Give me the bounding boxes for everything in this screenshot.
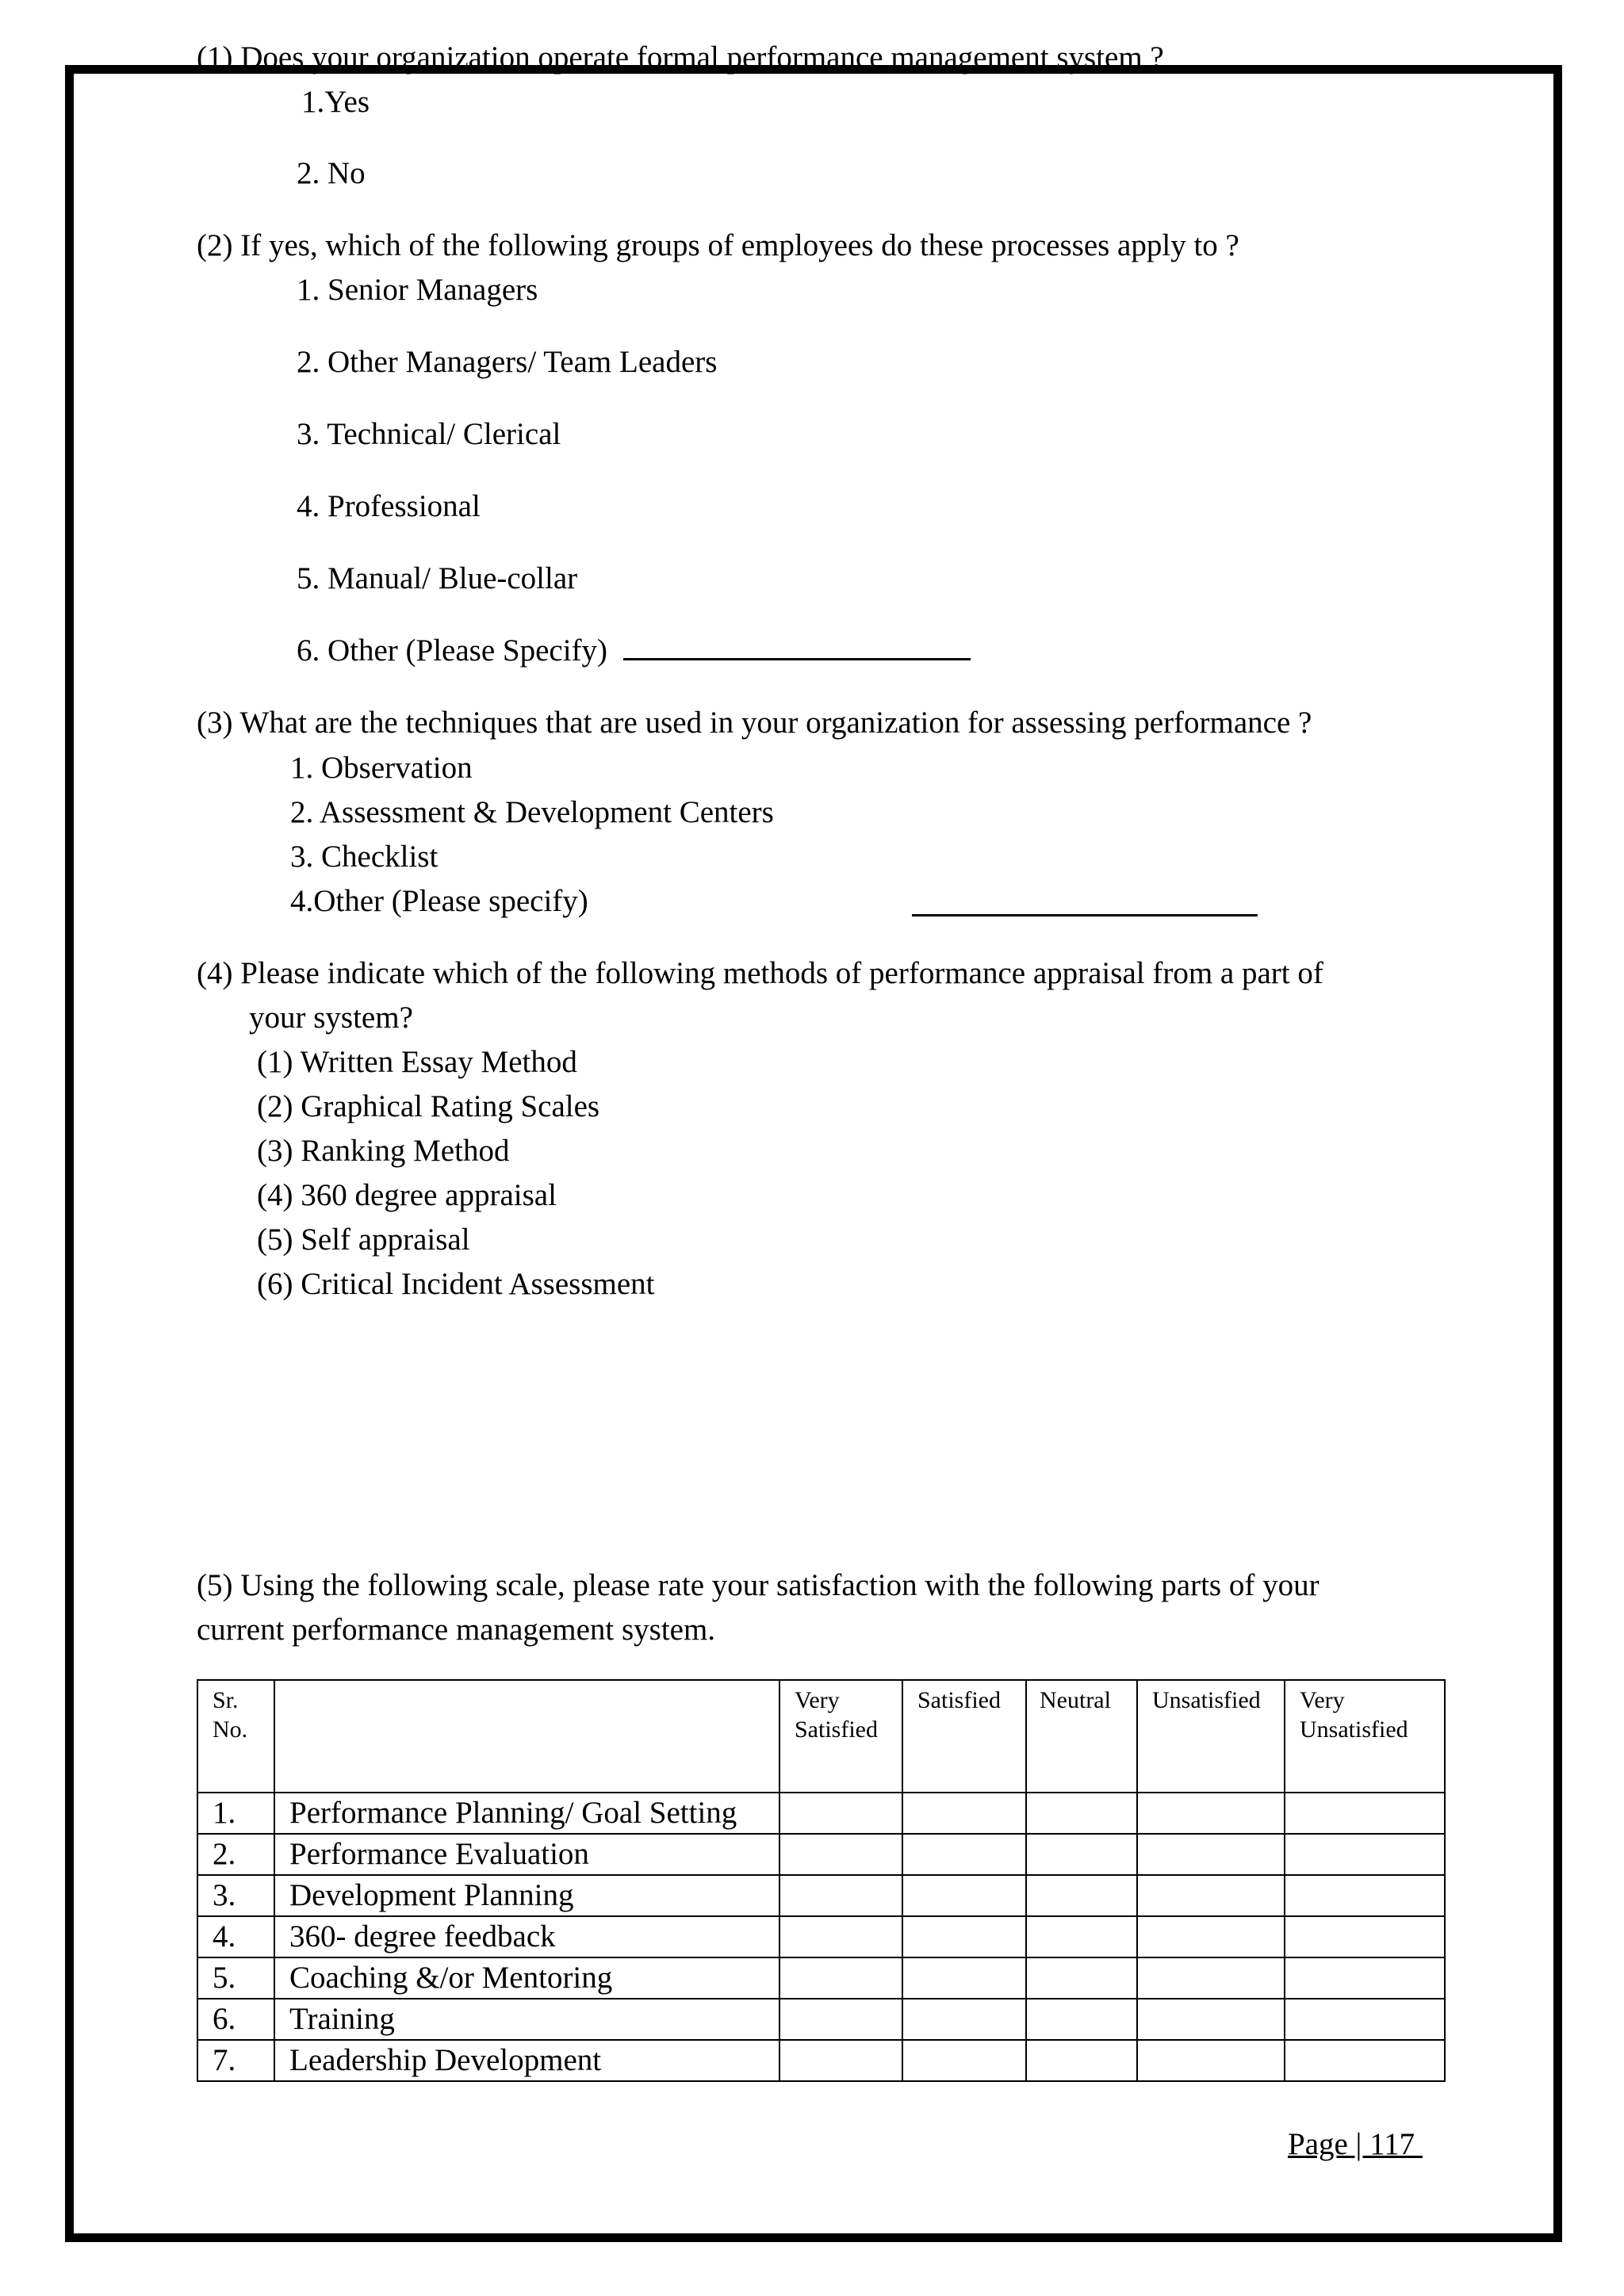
rating-cell-satisfied[interactable] bbox=[902, 1999, 1026, 2040]
q4-option: (1) Written Essay Method bbox=[257, 1045, 577, 1079]
question-2: (2) If yes, which of the following groups of employees do these processes apply to ? bbox=[197, 228, 1239, 262]
table-row bbox=[197, 1916, 1445, 1957]
q2-option: 2. Other Managers/ Team Leaders bbox=[297, 345, 718, 379]
row-item: Performance Evaluation bbox=[274, 1834, 779, 1875]
rating-cell-unsatisfied[interactable] bbox=[1137, 1834, 1285, 1875]
table-row bbox=[197, 1793, 1445, 1834]
q4-option: (6) Critical Incident Assessment bbox=[257, 1267, 655, 1301]
row-sr: 6. bbox=[197, 1999, 274, 2040]
table-row bbox=[197, 2040, 1445, 2081]
rating-cell-neutral[interactable] bbox=[1026, 1957, 1137, 1999]
q1-option-no: 2. No bbox=[297, 156, 366, 190]
header-very-satisfied: Very Satisfied bbox=[779, 1680, 902, 1793]
rating-cell-very-satisfied[interactable] bbox=[779, 1875, 902, 1916]
q1-option-yes: 1.Yes bbox=[301, 85, 370, 119]
rating-cell-neutral[interactable] bbox=[1026, 2040, 1137, 2081]
rating-cell-neutral[interactable] bbox=[1026, 1875, 1137, 1916]
q3-option-other: 4.Other (Please specify) bbox=[290, 884, 588, 918]
row-sr: 4. bbox=[197, 1916, 274, 1957]
q2-option: 3. Technical/ Clerical bbox=[297, 417, 561, 451]
rating-cell-very-unsatisfied[interactable] bbox=[1285, 1957, 1445, 1999]
row-item: Leadership Development bbox=[274, 2040, 779, 2081]
rating-cell-very-satisfied[interactable] bbox=[779, 2040, 902, 2081]
table-row bbox=[197, 1957, 1445, 1999]
q3-option: 1. Observation bbox=[290, 751, 473, 785]
page-number: Page | 117 bbox=[1288, 2127, 1423, 2161]
rating-cell-satisfied[interactable] bbox=[902, 1834, 1026, 1875]
header-item bbox=[274, 1680, 779, 1793]
row-sr: 1. bbox=[197, 1793, 274, 1834]
row-item: Performance Planning/ Goal Setting bbox=[274, 1793, 779, 1834]
header-neutral: Neutral bbox=[1026, 1680, 1137, 1793]
q2-other-blank[interactable] bbox=[623, 634, 971, 660]
rating-cell-very-satisfied[interactable] bbox=[779, 1834, 902, 1875]
rating-cell-unsatisfied[interactable] bbox=[1137, 1793, 1285, 1834]
rating-cell-very-satisfied[interactable] bbox=[779, 1999, 902, 2040]
rating-cell-neutral[interactable] bbox=[1026, 1793, 1137, 1834]
question-1: (1) Does your organization operate formal performance management system ? bbox=[197, 40, 1164, 75]
question-5-line-2: current performance management system. bbox=[197, 1613, 716, 1647]
q3-other-blank[interactable] bbox=[912, 914, 1258, 916]
q2-option-other bbox=[297, 633, 971, 669]
q3-option: 2. Assessment & Development Centers bbox=[290, 795, 774, 829]
rating-cell-very-unsatisfied[interactable] bbox=[1285, 1793, 1445, 1834]
table-row bbox=[197, 1999, 1445, 2040]
row-sr: 5. bbox=[197, 1957, 274, 1999]
rating-cell-very-satisfied[interactable] bbox=[779, 1957, 902, 1999]
rating-cell-satisfied[interactable] bbox=[902, 2040, 1026, 2081]
rating-cell-unsatisfied[interactable] bbox=[1137, 2040, 1285, 2081]
rating-cell-very-unsatisfied[interactable] bbox=[1285, 1999, 1445, 2040]
rating-cell-very-unsatisfied[interactable] bbox=[1285, 1875, 1445, 1916]
q2-option: 5. Manual/ Blue-collar bbox=[297, 561, 578, 595]
row-item: Coaching &/or Mentoring bbox=[274, 1957, 779, 1999]
rating-cell-unsatisfied[interactable] bbox=[1137, 1916, 1285, 1957]
rating-cell-unsatisfied[interactable] bbox=[1137, 1957, 1285, 1999]
row-item: Training bbox=[274, 1999, 779, 2040]
rating-cell-neutral[interactable] bbox=[1026, 1834, 1137, 1875]
question-3: (3) What are the techniques that are used in your organization for assessing performance ? bbox=[197, 706, 1312, 740]
rating-cell-neutral[interactable] bbox=[1026, 1999, 1137, 2040]
question-5-line-1: (5) Using the following scale, please rate your satisfaction with the following parts of your bbox=[197, 1568, 1320, 1602]
row-sr: 3. bbox=[197, 1875, 274, 1916]
q2-option: 4. Professional bbox=[297, 489, 481, 523]
rating-cell-very-unsatisfied[interactable] bbox=[1285, 2040, 1445, 2081]
header-unsatisfied: Unsatisfied bbox=[1137, 1680, 1285, 1793]
row-item: 360- degree feedback bbox=[274, 1916, 779, 1957]
q2-option-other-label: 6. Other (Please Specify) bbox=[297, 633, 608, 668]
rating-cell-very-unsatisfied[interactable] bbox=[1285, 1916, 1445, 1957]
row-sr: 2. bbox=[197, 1834, 274, 1875]
rating-cell-very-satisfied[interactable] bbox=[779, 1793, 902, 1834]
q4-option: (5) Self appraisal bbox=[257, 1223, 470, 1257]
q4-option: (3) Ranking Method bbox=[257, 1134, 510, 1168]
rating-cell-satisfied[interactable] bbox=[902, 1793, 1026, 1834]
header-very-unsatisfied: Very Unsatisfied bbox=[1285, 1680, 1445, 1793]
rating-cell-neutral[interactable] bbox=[1026, 1916, 1137, 1957]
satisfaction-rating-table bbox=[197, 1679, 1446, 2082]
question-4-line-1: (4) Please indicate which of the following methods of performance appraisal from a part of bbox=[197, 956, 1323, 990]
q4-option: (4) 360 degree appraisal bbox=[257, 1178, 557, 1212]
rating-cell-unsatisfied[interactable] bbox=[1137, 1875, 1285, 1916]
table-header-row bbox=[197, 1680, 1445, 1793]
q4-option: (2) Graphical Rating Scales bbox=[257, 1089, 600, 1123]
rating-cell-satisfied[interactable] bbox=[902, 1957, 1026, 1999]
rating-cell-unsatisfied[interactable] bbox=[1137, 1999, 1285, 2040]
rating-cell-very-unsatisfied[interactable] bbox=[1285, 1834, 1445, 1875]
row-sr: 7. bbox=[197, 2040, 274, 2081]
header-satisfied: Satisfied bbox=[902, 1680, 1026, 1793]
q3-option: 3. Checklist bbox=[290, 840, 439, 874]
table-row bbox=[197, 1875, 1445, 1916]
rating-cell-very-satisfied[interactable] bbox=[779, 1916, 902, 1957]
rating-cell-satisfied[interactable] bbox=[902, 1916, 1026, 1957]
table-row bbox=[197, 1834, 1445, 1875]
rating-cell-satisfied[interactable] bbox=[902, 1875, 1026, 1916]
q2-option: 1. Senior Managers bbox=[297, 273, 538, 307]
header-sr-no: Sr. No. bbox=[197, 1680, 274, 1793]
row-item: Development Planning bbox=[274, 1875, 779, 1916]
question-4-line-2: your system? bbox=[249, 1001, 413, 1035]
